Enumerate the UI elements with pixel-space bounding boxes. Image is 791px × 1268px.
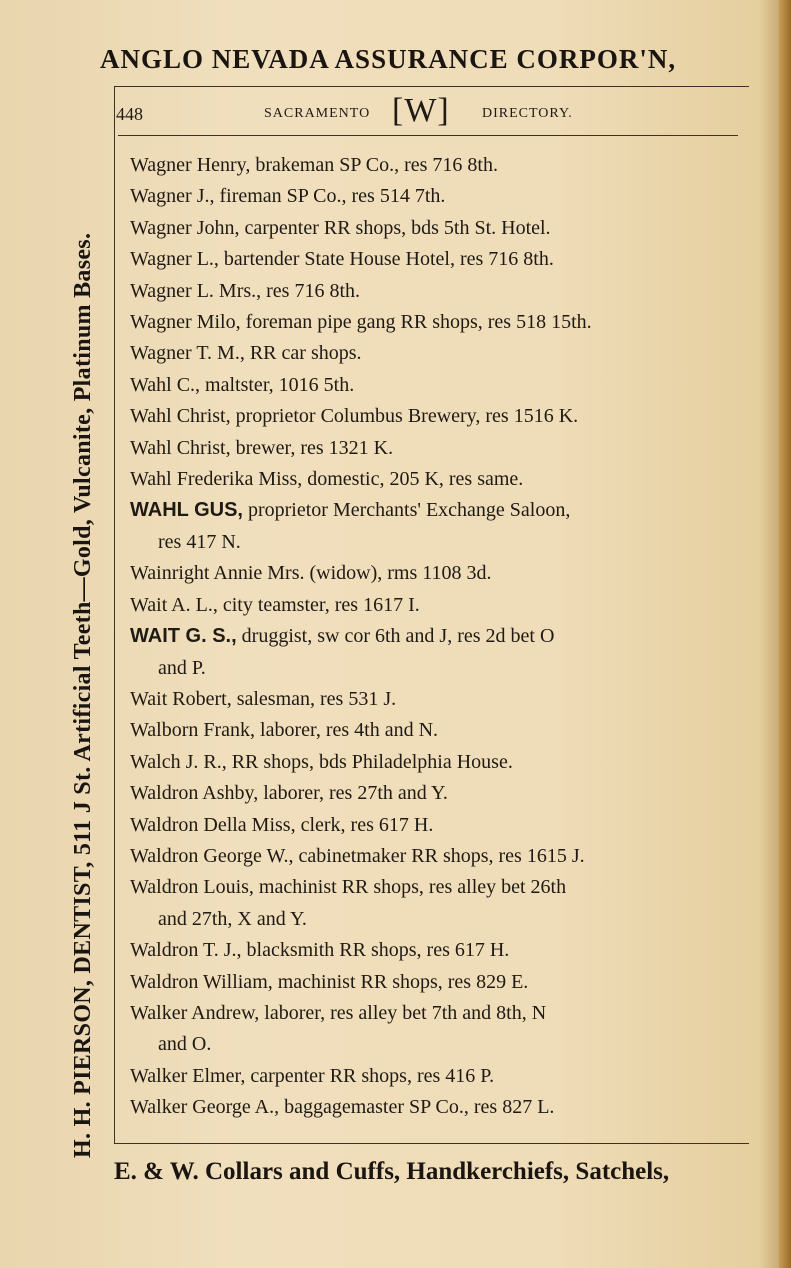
entry-bold-name: WAIT G. S., bbox=[130, 625, 237, 648]
entry-first-line bbox=[130, 276, 740, 307]
entry-text: proprietor Merchants' Exchange Saloon, bbox=[242, 499, 571, 522]
entry-first-line bbox=[130, 338, 740, 369]
header-section-letter: [W] bbox=[392, 92, 450, 129]
entry-text: Wagner John, carpenter RR shops, bds 5th St. Hotel. bbox=[130, 216, 551, 239]
entry-text: druggist, sw cor 6th and J, res 2d bet O bbox=[236, 625, 555, 648]
entry-first-line bbox=[130, 778, 740, 809]
entry-continuation-line: and O. bbox=[158, 1033, 212, 1056]
directory-entry bbox=[130, 621, 740, 684]
directory-entry bbox=[130, 1061, 740, 1092]
directory-entry bbox=[130, 433, 740, 464]
running-header bbox=[116, 92, 746, 130]
entry-first-line bbox=[130, 1092, 740, 1123]
entry-text: Walker Andrew, laborer, res alley bet 7th and 8th, N bbox=[130, 1001, 547, 1024]
directory-entry bbox=[130, 935, 740, 966]
entry-first-line bbox=[130, 464, 740, 495]
entry-text: Waldron T. J., blacksmith RR shops, res 617 H. bbox=[130, 939, 510, 962]
directory-entry bbox=[130, 998, 740, 1061]
entry-first-line bbox=[130, 715, 740, 746]
directory-entry bbox=[130, 495, 740, 558]
entry-first-line bbox=[130, 433, 740, 464]
entry-continuation-line: and 27th, X and Y. bbox=[158, 907, 307, 930]
top-advertisement-banner: ANGLO NEVADA ASSURANCE CORPOR'N, bbox=[100, 44, 677, 74]
entry-text: Wagner Henry, brakeman SP Co., res 716 8th. bbox=[130, 154, 498, 176]
entry-text: Wahl Frederika Miss, domestic, 205 K, res same. bbox=[130, 468, 524, 491]
directory-entry bbox=[130, 684, 740, 715]
entry-continuation-line: res 417 N. bbox=[158, 530, 241, 553]
directory-entry bbox=[130, 747, 740, 778]
entry-first-line bbox=[130, 370, 740, 401]
directory-entry bbox=[130, 778, 740, 809]
header-city: SACRAMENTO bbox=[264, 106, 371, 121]
entry-bold-name: WAHL GUS, bbox=[130, 499, 243, 522]
header-directory-label: DIRECTORY. bbox=[482, 106, 573, 121]
directory-entry bbox=[130, 338, 740, 369]
entry-text: Wagner J., fireman SP Co., res 514 7th. bbox=[130, 185, 446, 208]
entry-first-line bbox=[130, 558, 740, 589]
directory-entry bbox=[130, 370, 740, 401]
entry-first-line bbox=[130, 401, 740, 432]
entry-first-line bbox=[130, 935, 740, 966]
directory-entry bbox=[130, 213, 740, 244]
directory-entry bbox=[130, 244, 740, 275]
entry-first-line bbox=[130, 244, 740, 275]
directory-entry bbox=[130, 181, 740, 212]
directory-entry bbox=[130, 150, 740, 181]
directory-entry bbox=[130, 590, 740, 621]
directory-entry bbox=[130, 276, 740, 307]
entry-continuation-line: and P. bbox=[158, 656, 206, 679]
entry-text: Wagner T. M., RR car shops. bbox=[130, 342, 362, 365]
directory-entries bbox=[130, 150, 740, 1124]
entry-text: Wahl C., maltster, 1016 5th. bbox=[130, 373, 355, 396]
entry-first-line bbox=[130, 684, 740, 715]
entry-first-line bbox=[130, 967, 740, 998]
entry-first-line bbox=[130, 590, 740, 621]
entry-first-line bbox=[130, 998, 740, 1029]
entry-text: Wait A. L., city teamster, res 1617 I. bbox=[130, 593, 420, 616]
entry-text: Waldron George W., cabinetmaker RR shops, res 1615 J. bbox=[130, 844, 585, 867]
entry-first-line bbox=[130, 213, 740, 244]
entry-text: Wahl Christ, proprietor Columbus Brewery, res 1516 K. bbox=[130, 405, 579, 428]
entry-first-line bbox=[130, 150, 740, 181]
entry-text: Walborn Frank, laborer, res 4th and N. bbox=[130, 719, 439, 742]
entry-first-line bbox=[130, 872, 740, 903]
entry-text: Waldron Della Miss, clerk, res 617 H. bbox=[130, 813, 434, 836]
entry-text: Walker George A., baggagemaster SP Co., res 827 L. bbox=[130, 1096, 555, 1119]
entry-first-line bbox=[130, 810, 740, 841]
entry-text: Wagner Milo, foreman pipe gang RR shops, res 518 15th. bbox=[130, 311, 592, 334]
entry-first-line bbox=[130, 307, 740, 338]
entry-text: Waldron Ashby, laborer, res 27th and Y. bbox=[130, 782, 448, 805]
directory-entry bbox=[130, 841, 740, 872]
directory-entry bbox=[130, 967, 740, 998]
entry-text: Wagner L., bartender State House Hotel, res 716 8th. bbox=[130, 248, 554, 271]
directory-entry bbox=[130, 1092, 740, 1123]
side-advertisement-banner: H. H. PIERSON, DENTIST, 511 J St. Artificial Teeth—Gold, Vulcanite, Platinum Bases. bbox=[70, 232, 96, 1158]
entry-text: Wagner L. Mrs., res 716 8th. bbox=[130, 279, 361, 302]
entry-first-line bbox=[130, 1061, 740, 1092]
entry-text: Walch J. R., RR shops, bds Philadelphia House. bbox=[130, 750, 513, 773]
directory-entry bbox=[130, 401, 740, 432]
entry-text: Walker Elmer, carpenter RR shops, res 416 P. bbox=[130, 1064, 495, 1087]
directory-entry bbox=[130, 810, 740, 841]
directory-entry bbox=[130, 307, 740, 338]
entry-text: Waldron Louis, machinist RR shops, res alley bet 26th bbox=[130, 876, 567, 899]
directory-entry bbox=[130, 558, 740, 589]
entry-first-line bbox=[130, 747, 740, 778]
header-rule bbox=[118, 135, 738, 136]
entry-text: Waldron William, machinist RR shops, res 829 E. bbox=[130, 970, 529, 993]
directory-entry bbox=[130, 464, 740, 495]
entry-text: Wahl Christ, brewer, res 1321 K. bbox=[130, 436, 394, 459]
page-number: 448 bbox=[116, 104, 143, 124]
entry-first-line bbox=[130, 841, 740, 872]
entry-first-line bbox=[130, 181, 740, 212]
bottom-advertisement-banner: E. & W. Collars and Cuffs, Handkerchiefs, Satchels, bbox=[114, 1158, 670, 1185]
entry-first-line bbox=[130, 621, 740, 652]
page-edge bbox=[779, 0, 791, 1268]
entry-text: Wainright Annie Mrs. (widow), rms 1108 3d. bbox=[130, 562, 492, 585]
entry-text: Wait Robert, salesman, res 531 J. bbox=[130, 687, 397, 710]
entry-first-line bbox=[130, 495, 740, 526]
directory-entry bbox=[130, 872, 740, 935]
directory-entry bbox=[130, 715, 740, 746]
